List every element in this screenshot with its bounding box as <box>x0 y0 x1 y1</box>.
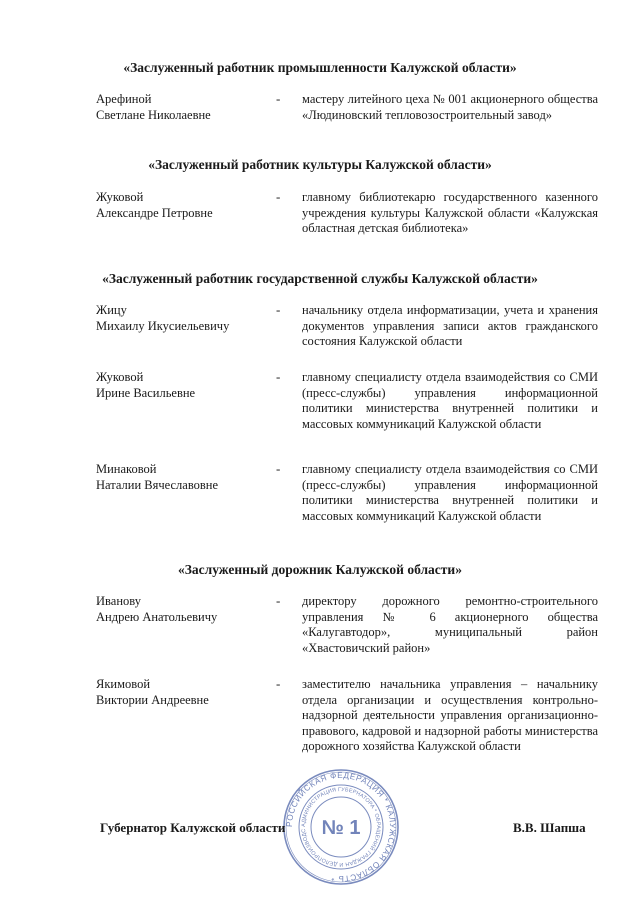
recipient-given-names: Андрею Анатольевичу <box>96 609 218 624</box>
recipient-given-names: Ирине Васильевне <box>96 385 196 400</box>
recipient-given-names: Светлане Николаевне <box>96 107 211 122</box>
recipient-given-names: Виктории Андреевне <box>96 692 209 707</box>
signatory-name: В.В. Шапша <box>513 820 586 835</box>
separator-dash: - <box>276 461 281 476</box>
recipient-name <box>96 92 276 123</box>
recipient-name <box>96 190 276 221</box>
recipient-position: мастеру литейного цеха № 001 акционерного общества «Людиновский тепловозостроительный завод» <box>302 92 598 122</box>
recipient-position: начальнику отдела информатизации, учета и хранения документов управления записи актов гражданского состояния Калужской области <box>302 303 598 348</box>
recipient-position: заместителю начальника управления – начальнику отдела организации и осуществления контрольно-надзорной деятельности управления организационно-правового, кадровой и надзорной работы министерства дорожного хозяйства Калужской области <box>302 677 598 753</box>
section-heading: «Заслуженный работник культуры Калужской области» <box>148 157 492 172</box>
award-entry <box>96 369 616 431</box>
award-entry <box>96 676 616 753</box>
recipient-position: директору дорожного ремонтно-строительного управления № 6 акционерного общества «Калугавтодор», муниципальный район «Хвастовичский район» <box>302 594 598 655</box>
award-entry <box>96 461 616 523</box>
recipient-surname: Жуковой <box>96 190 144 204</box>
separator-dash: - <box>276 189 281 204</box>
recipient-name <box>96 677 276 708</box>
seal-inner-text: АДМИНИСТРАЦИЯ ГУБЕРНАТОРА * ОБРАЩЕНИЙ ГРАЖДАН И ДЕЛОПРОИЗВОДС <box>300 786 382 868</box>
recipient-name <box>96 462 276 493</box>
award-entry <box>96 189 616 235</box>
separator-dash: - <box>276 302 281 317</box>
separator-dash: - <box>276 91 281 106</box>
recipient-position: главному специалисту отдела взаимодействия со СМИ (пресс-службы) управления информационной политики министерства внутренней политики и массовых коммуникаций Калужской области <box>302 462 598 523</box>
section-heading: «Заслуженный работник государственной службы Калужской области» <box>102 271 538 286</box>
section-heading: «Заслуженный работник промышленности Калужской области» <box>123 60 517 75</box>
seal-number: № 1 <box>321 817 361 839</box>
recipient-name <box>96 303 276 334</box>
official-seal-stamp <box>282 768 400 886</box>
recipient-surname: Жуковой <box>96 370 144 384</box>
section-heading: «Заслуженный дорожник Калужской области» <box>178 562 462 577</box>
recipient-given-names: Михаилу Икусиельевичу <box>96 318 230 333</box>
award-entry <box>96 91 616 122</box>
recipient-name <box>96 594 276 625</box>
separator-dash: - <box>276 676 281 691</box>
separator-dash: - <box>276 369 281 384</box>
separator-dash: - <box>276 593 281 608</box>
recipient-name <box>96 370 276 401</box>
recipient-surname: Иванову <box>96 594 141 608</box>
recipient-position: главному библиотекарю государственного казенного учреждения культуры Калужской области «Калужская областная детская библиотека» <box>302 190 598 235</box>
recipient-given-names: Александре Петровне <box>96 205 213 220</box>
recipient-given-names: Наталии Вячеславовне <box>96 477 219 492</box>
recipient-surname: Арефиной <box>96 92 152 106</box>
recipient-surname: Минаковой <box>96 462 157 476</box>
award-entry <box>96 593 616 655</box>
seal-outer-text: РОССИЙСКАЯ ФЕДЕРАЦИЯ * КАЛУЖСКАЯ ОБЛАСТЬ * <box>284 770 398 884</box>
recipient-surname: Жицу <box>96 303 127 317</box>
recipient-surname: Якимовой <box>96 677 151 691</box>
award-entry <box>96 302 616 348</box>
signatory-title: Губернатор Калужской области <box>100 820 286 835</box>
recipient-position: главному специалисту отдела взаимодействия со СМИ (пресс-службы) управления информационной политики министерства внутренней политики и массовых коммуникаций Калужской области <box>302 370 598 431</box>
